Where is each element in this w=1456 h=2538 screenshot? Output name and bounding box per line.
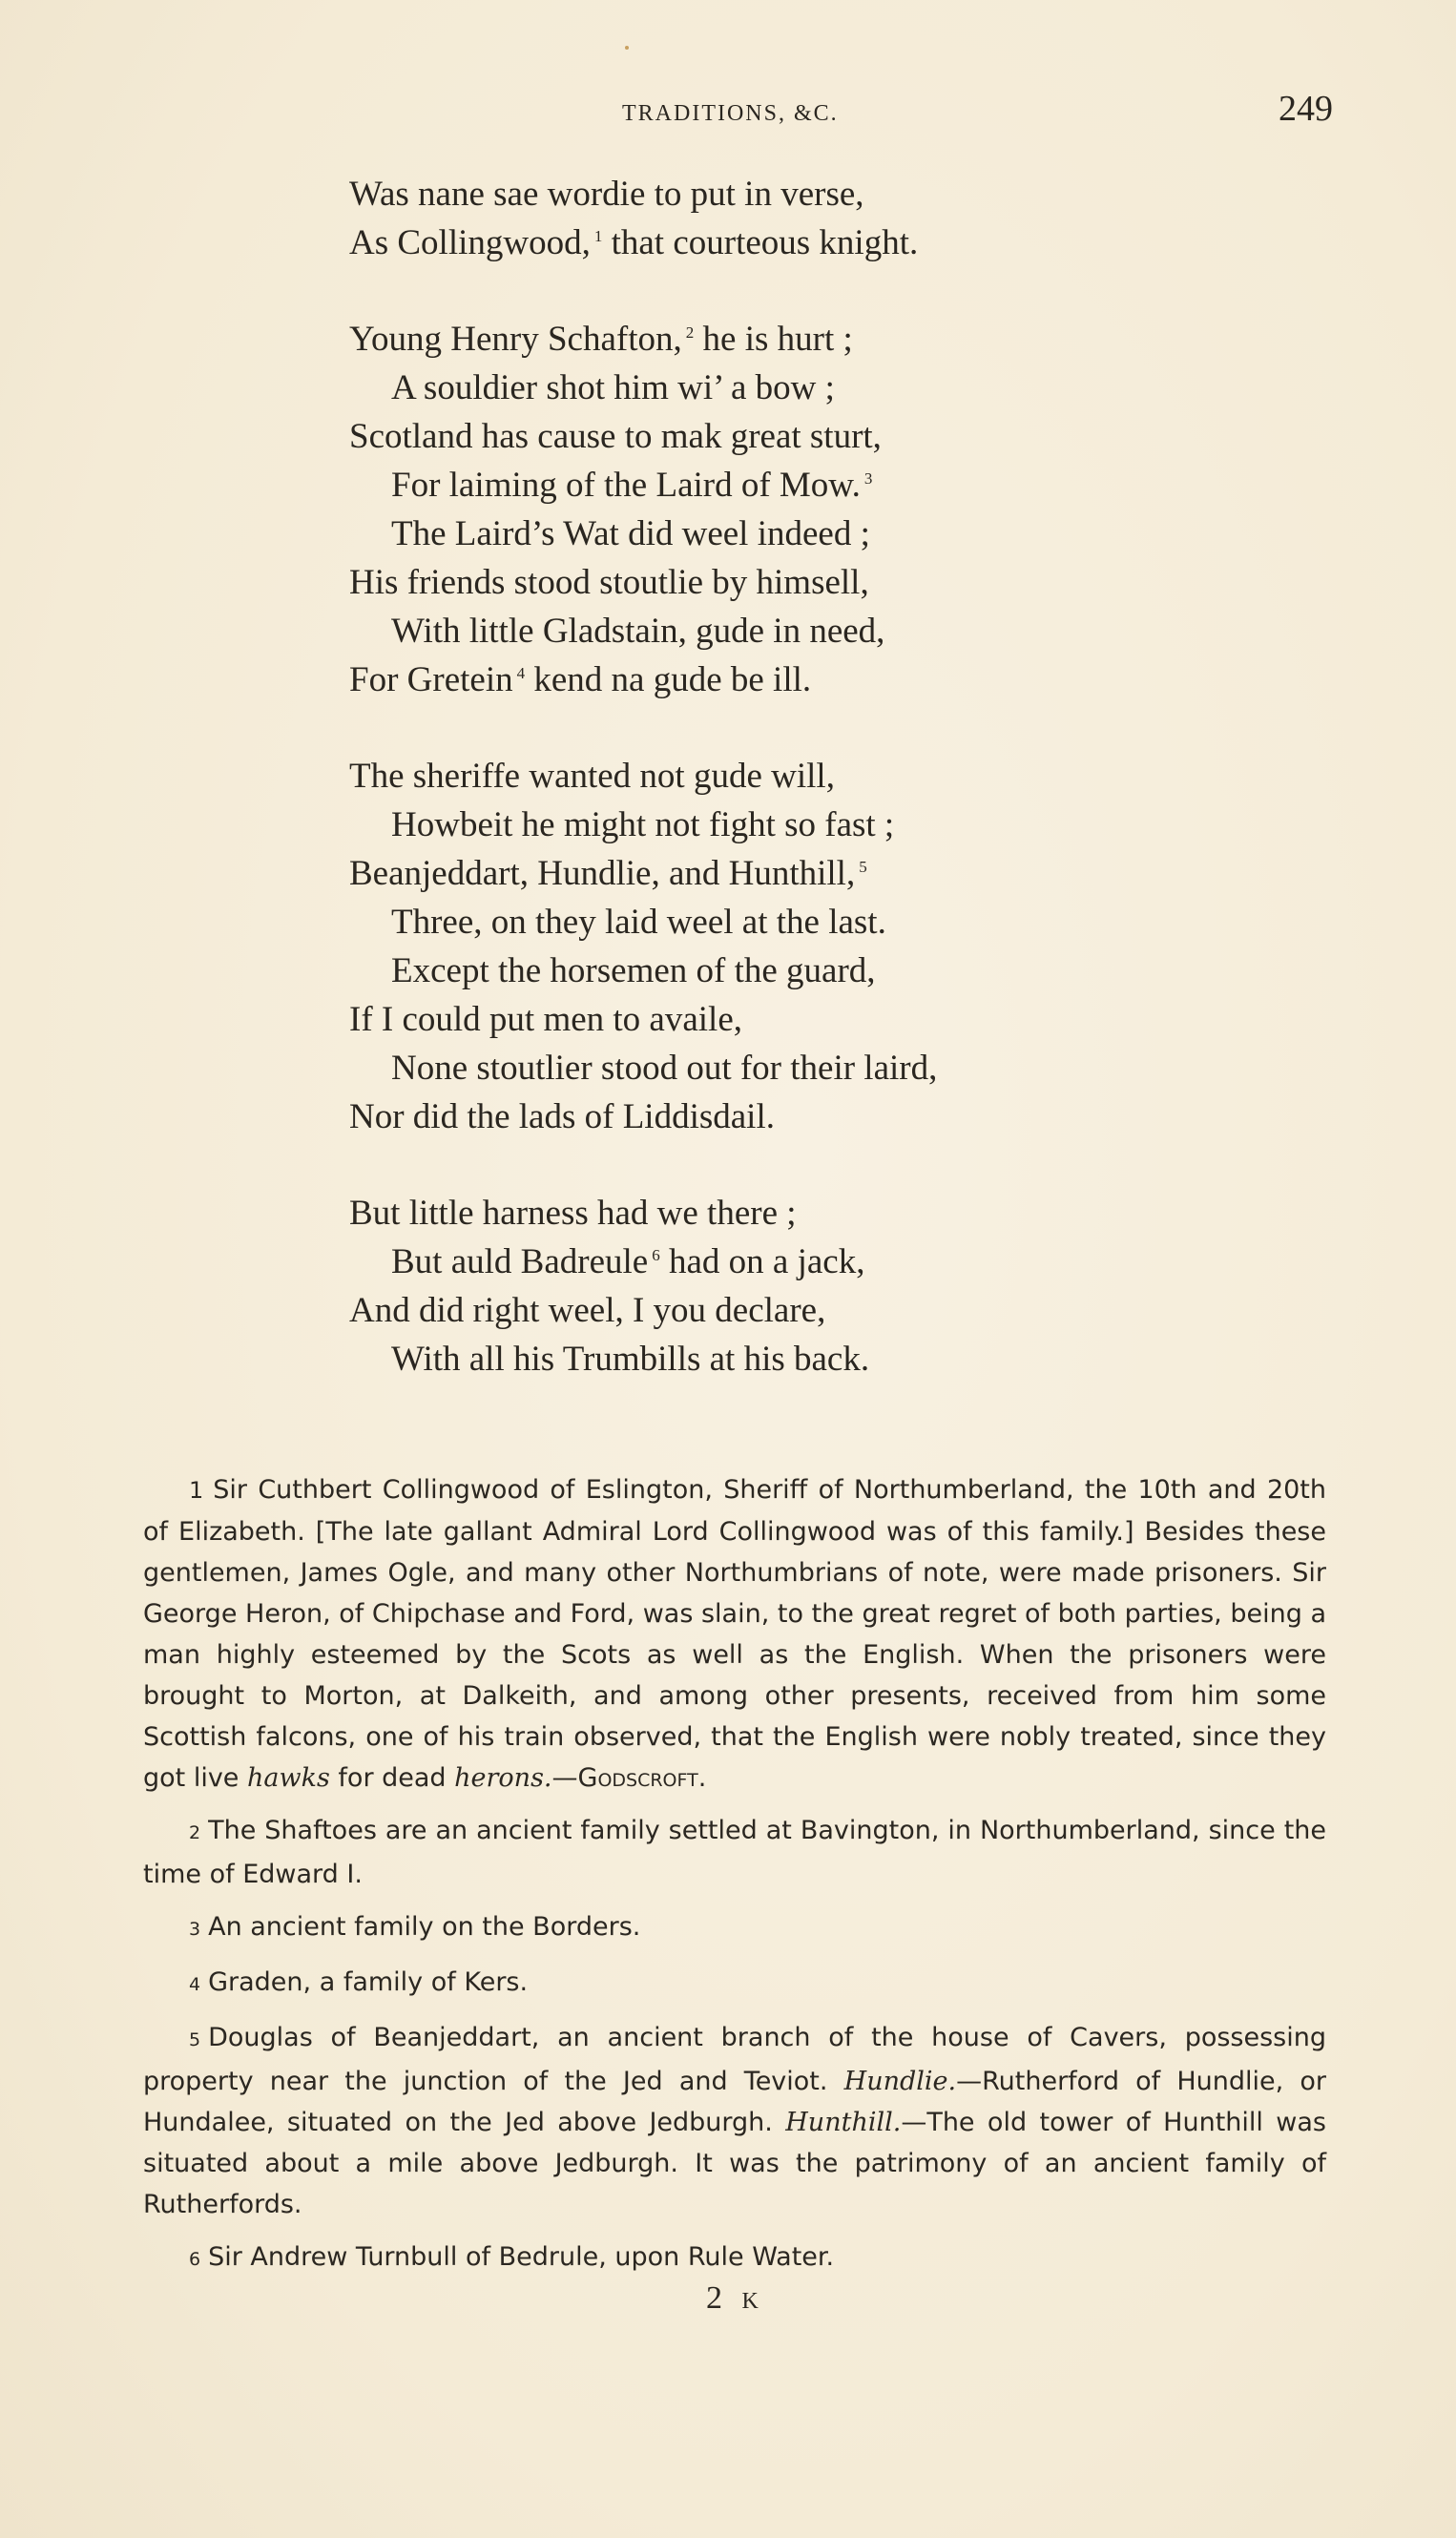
- ballad-verses: [349, 170, 1208, 1431]
- verse-text: For laiming of the Laird of Mow.: [391, 466, 861, 505]
- verse-text: With all his Trumbills at his back.: [391, 1340, 870, 1379]
- footnote-text: —Rutherford of Hundlie, or Hundalee, situated on the Jed above Jedburgh.: [143, 2067, 1326, 2137]
- footnote-reference: 3: [863, 468, 873, 488]
- verse-text: For Gretein: [349, 660, 513, 699]
- verse-text: A souldier shot him wi’ a bow ;: [391, 368, 835, 407]
- verse-text: Beanjeddart, Hundlie, and Hunthill,: [349, 854, 856, 893]
- footnote-number: 4: [189, 1974, 201, 1995]
- verse-line: [349, 218, 1208, 267]
- footnotes: [143, 1469, 1326, 2292]
- running-head: TRADITIONS, &C.: [622, 101, 839, 126]
- verse-line: [349, 461, 1208, 510]
- verse-text: Except the horsemen of the guard,: [391, 951, 876, 990]
- verse-text: None stoutlier stood out for their laird,: [391, 1049, 938, 1088]
- verse-text: Scotland has cause to mak great sturt,: [349, 417, 882, 456]
- footnote-number: 6: [189, 2249, 201, 2270]
- verse-line: [349, 170, 1208, 218]
- verse-text-continued: that courteous knight.: [602, 223, 919, 262]
- footnote-reference: 6: [652, 1245, 660, 1264]
- verse-line: [349, 1092, 1208, 1141]
- verse-text: But auld Badreule: [391, 1242, 649, 1281]
- footnote: [143, 1810, 1326, 1895]
- footnote: [143, 1906, 1326, 1950]
- verse-line: [349, 947, 1208, 995]
- footnote-text: Graden, a family of Kers.: [208, 1967, 529, 1997]
- verse-text: Young Henry Schafton,: [349, 320, 682, 359]
- footnote-text: Hundlie.: [843, 2067, 957, 2096]
- footnote-reference: 2: [685, 322, 695, 342]
- verse-line: [349, 315, 1208, 364]
- printer-signature-mark: [706, 2280, 764, 2317]
- footnote-reference: 1: [593, 226, 603, 245]
- verse-line: [349, 1044, 1208, 1092]
- footnote-text: —The old tower of Hunthill was situated about a mile above Jedburgh. It was the patrimony of an ancient family of Rutherfords.: [143, 2108, 1326, 2219]
- stanza: [349, 1189, 1208, 1383]
- verse-text: Howbeit he might not fight so fast ;: [391, 805, 895, 844]
- stanza: [349, 752, 1208, 1141]
- footnote-text: hawks: [247, 1763, 330, 1793]
- footnote-number: 2: [189, 1822, 201, 1843]
- footnote-text: An ancient family on the Borders.: [208, 1912, 641, 1942]
- footnote-text: —Godscroft.: [551, 1763, 707, 1793]
- verse-text: Nor did the lads of Liddisdail.: [349, 1097, 775, 1136]
- footnote-text: Sir Andrew Turnbull of Bedrule, upon Rule Water.: [208, 2242, 835, 2272]
- verse-text: If I could put men to availe,: [349, 1000, 743, 1039]
- verse-text-continued: he is hurt ;: [694, 320, 853, 359]
- verse-line: [349, 607, 1208, 655]
- signature-number: 2: [706, 2280, 728, 2316]
- verse-text: Was nane sae wordie to put in verse,: [349, 175, 864, 214]
- verse-text: Three, on they laid weel at the last.: [391, 903, 886, 942]
- signature-letter: K: [741, 2289, 764, 2314]
- page-number: 249: [1279, 89, 1333, 129]
- verse-text: The Laird’s Wat did weel indeed ;: [391, 514, 870, 553]
- verse-line: [349, 752, 1208, 801]
- verse-text: As Collingwood,: [349, 223, 591, 262]
- verse-text: But little harness had we there ;: [349, 1194, 797, 1233]
- footnote: [143, 2017, 1326, 2225]
- verse-line: [349, 995, 1208, 1044]
- verse-line: [349, 1286, 1208, 1335]
- verse-text-continued: had on a jack,: [659, 1242, 865, 1281]
- verse-text-continued: kend na gude be ill.: [525, 660, 812, 699]
- footnote: [143, 2236, 1326, 2280]
- verse-line: [349, 510, 1208, 558]
- footnote-text: Hunthill.: [785, 2108, 902, 2137]
- footnote-number: 3: [189, 1919, 201, 1940]
- verse-line: [349, 1335, 1208, 1383]
- verse-line: [349, 655, 1208, 704]
- verse-line: [349, 1189, 1208, 1238]
- page-header: [0, 88, 1456, 135]
- footnote-number: 1: [189, 1477, 204, 1504]
- paper-speck: [625, 46, 629, 50]
- verse-line: [349, 898, 1208, 947]
- verse-line: [349, 364, 1208, 412]
- verse-line: [349, 1238, 1208, 1286]
- stanza: [349, 170, 1208, 267]
- footnote-text: Sir Cuthbert Collingwood of Eslington, Sheriff of Northumberland, the 10th and 20th of Elizabeth. [The late gallant Admiral Lord Collingwood was of this family.] Besides these gentlemen, James Ogle, and many other Northumbrians of note, were made prisoners. Sir George Heron, of Chipchase and Ford, was slain, to the great regret of both parties, being a man highly esteemed by the Scots as well as the English. When the prisoners were brought to Morton, at Dalkeith, and among other presents, received from him some Scottish falcons, one of his train observed, that the English were nobly treated, since they got live: [143, 1475, 1326, 1793]
- footnote: [143, 1469, 1326, 1799]
- verse-line: [349, 558, 1208, 607]
- stanza: [349, 315, 1208, 704]
- footnote-reference: 5: [859, 857, 867, 876]
- footnote-text: Douglas of Beanjeddart, an ancient branch of the house of Cavers, possessing property near the junction of the Jed and Teviot.: [143, 2023, 1326, 2096]
- verse-text: His friends stood stoutlie by himsell,: [349, 563, 869, 602]
- footnote-number: 5: [189, 2029, 201, 2050]
- verse-text: The sheriffe wanted not gude will,: [349, 757, 835, 796]
- footnote-text: herons.: [454, 1763, 552, 1793]
- verse-text: And did right weel, I you declare,: [349, 1291, 826, 1330]
- verse-line: [349, 849, 1208, 898]
- footnote-text: The Shaftoes are an ancient family settled at Bavington, in Northumberland, since the time of Edward I.: [143, 1816, 1326, 1889]
- footnote: [143, 1962, 1326, 2006]
- verse-text: With little Gladstain, gude in need,: [391, 612, 885, 651]
- verse-line: [349, 412, 1208, 461]
- verse-line: [349, 801, 1208, 849]
- footnote-reference: 4: [516, 663, 526, 682]
- footnote-text: for dead: [329, 1763, 455, 1793]
